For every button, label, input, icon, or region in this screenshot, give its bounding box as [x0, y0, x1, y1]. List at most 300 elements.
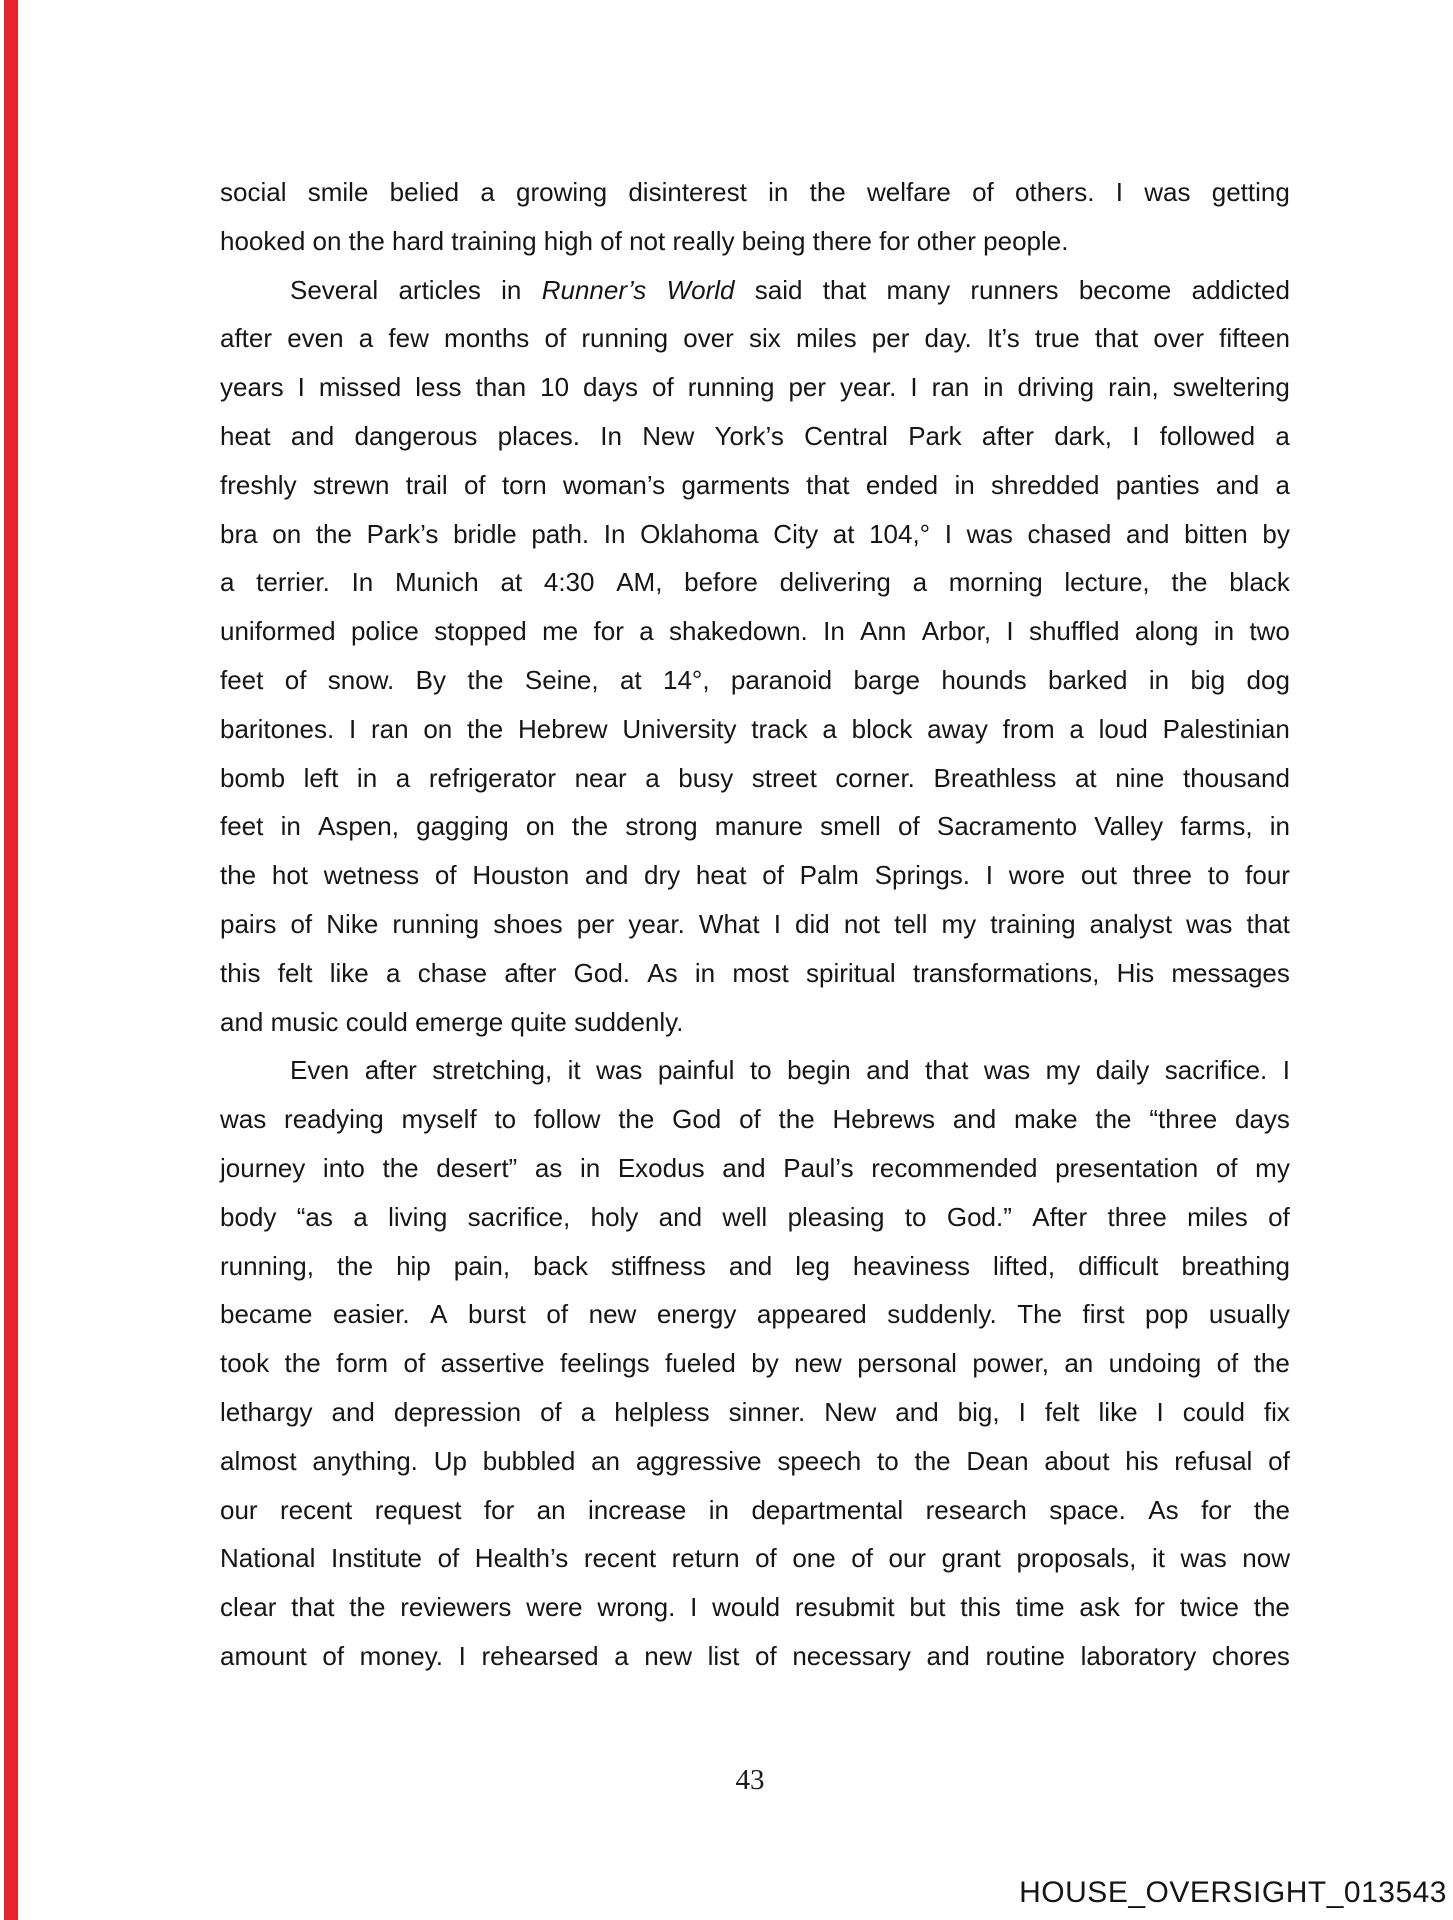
word: six [749, 323, 781, 354]
word: of [540, 1396, 562, 1427]
word: feet [220, 811, 264, 842]
word: National [220, 1543, 316, 1574]
word: of [755, 1640, 777, 1671]
text-line [220, 412, 1290, 461]
word: a [822, 713, 837, 744]
word: helpless [614, 1396, 710, 1427]
bates-stamp: HOUSE_OVERSIGHT_013543 [1019, 1876, 1447, 1909]
text-line [220, 217, 1290, 266]
word: in [768, 177, 789, 207]
word: for [483, 1494, 515, 1525]
word: I [773, 908, 781, 939]
word: I [910, 372, 918, 403]
word: that [925, 1055, 969, 1086]
word: an [1064, 1348, 1094, 1379]
word: of [544, 323, 567, 354]
word: to [494, 1104, 517, 1135]
text-line [220, 1388, 1290, 1437]
word: for [593, 616, 624, 647]
word: in [694, 957, 716, 988]
word: was [1144, 177, 1191, 207]
word: a [645, 762, 660, 793]
word: a [912, 567, 928, 598]
word: me [542, 616, 579, 647]
word: and [658, 1201, 703, 1232]
word: Even [290, 1055, 350, 1086]
word: smell [820, 811, 881, 842]
text-line [220, 266, 1290, 315]
word: the [778, 1104, 815, 1135]
text-line [220, 754, 1290, 803]
word: running [392, 908, 480, 939]
word: A [430, 1299, 448, 1330]
word: our [888, 1543, 927, 1574]
text-line [220, 1534, 1290, 1583]
word: was [596, 1055, 643, 1086]
word: desert” [436, 1152, 518, 1183]
word: laboratory [1080, 1640, 1197, 1671]
word: most [732, 957, 789, 988]
word: breathing [1181, 1250, 1290, 1281]
word: big [1190, 664, 1226, 695]
word: sweltering [1172, 372, 1290, 403]
word: of [322, 1640, 345, 1671]
text-line [220, 900, 1290, 949]
word: did [795, 908, 830, 939]
word: miles [1187, 1201, 1248, 1232]
word: transformations, [912, 957, 1100, 988]
word: that [1246, 908, 1290, 939]
word: ask [1079, 1592, 1120, 1623]
word: less [415, 372, 462, 403]
word: barge [853, 664, 920, 695]
word: I [458, 1640, 466, 1671]
word: I [985, 860, 993, 891]
text-line [220, 656, 1290, 705]
word: after [981, 420, 1034, 451]
word: resubmit [794, 1592, 895, 1623]
text-line [220, 607, 1290, 656]
word: wrong. [597, 1592, 676, 1623]
word: AM, [616, 567, 663, 598]
text-line [220, 1486, 1290, 1535]
word: Dean [966, 1445, 1029, 1476]
word: Institute [330, 1543, 423, 1574]
word: painful [657, 1055, 735, 1086]
word: rehearsed [481, 1640, 599, 1671]
text-line [220, 510, 1290, 559]
word: to [876, 1445, 899, 1476]
text-line [220, 1290, 1290, 1339]
word: journey [220, 1152, 306, 1183]
word: 14°, [663, 664, 710, 695]
word: The [1017, 1299, 1063, 1330]
word: stiffness [610, 1250, 706, 1281]
word: tell [894, 908, 928, 939]
text-line [220, 1583, 1290, 1632]
text-line [220, 1046, 1290, 1095]
word: After [1032, 1201, 1088, 1232]
word: energy [656, 1299, 737, 1330]
word: my [1255, 1152, 1290, 1183]
word: the [382, 1152, 419, 1183]
word: Up [433, 1445, 467, 1476]
word: readying [284, 1104, 384, 1135]
text-line [220, 705, 1290, 754]
word: In [603, 518, 626, 549]
word: the [284, 1348, 321, 1379]
word: dog [1246, 664, 1290, 695]
word: into [322, 1152, 365, 1183]
word: freshly [220, 469, 297, 500]
word: and [952, 1104, 997, 1135]
word: “three [1149, 1104, 1218, 1135]
word: than [475, 372, 527, 403]
word: trail [405, 469, 448, 500]
word: new [588, 1299, 637, 1330]
word: dry [644, 860, 681, 891]
word: morning [948, 567, 1043, 598]
word: refusal [1174, 1445, 1253, 1476]
word: months [444, 323, 530, 354]
text-line [220, 1193, 1290, 1242]
word: the [1253, 1348, 1290, 1379]
word: in [1269, 811, 1290, 842]
word: like [1098, 1396, 1138, 1427]
word: I [1132, 420, 1140, 451]
word: I [297, 372, 305, 403]
word: living [388, 1201, 448, 1232]
word: corner. [835, 762, 915, 793]
word: In [823, 616, 845, 647]
text-line [220, 558, 1290, 607]
word: request [374, 1494, 462, 1525]
word: lifted, [992, 1250, 1056, 1281]
word: lethargy [220, 1396, 313, 1427]
word: nine [1115, 762, 1165, 793]
word: for [1134, 1592, 1165, 1623]
word: baritones. [220, 713, 335, 744]
word: well [722, 1201, 768, 1232]
word: daily [1095, 1055, 1150, 1086]
word: took [220, 1348, 270, 1379]
word: return [671, 1543, 740, 1574]
word: money. [359, 1640, 444, 1671]
word: I [944, 518, 952, 549]
word: and [1215, 469, 1260, 500]
word: was [966, 518, 1013, 549]
word: research [925, 1494, 1027, 1525]
word: sacrifice. [1164, 1055, 1268, 1086]
word: follow [533, 1104, 601, 1135]
word: like [329, 957, 369, 988]
word: body [220, 1201, 277, 1232]
word: manure [714, 811, 803, 842]
word: anything. [312, 1445, 418, 1476]
word: before [684, 567, 758, 598]
word: Palm [799, 860, 859, 891]
word: the [1253, 1494, 1290, 1525]
word: track [751, 713, 808, 744]
word: of [755, 1543, 777, 1574]
word: my [941, 908, 977, 939]
text-run: hooked on the hard training high of not really being there for other people. [220, 225, 1069, 256]
word: and [290, 420, 335, 451]
word: spiritual [806, 957, 896, 988]
text-line [220, 1437, 1290, 1486]
word: addicted [1191, 274, 1290, 305]
word: snow. [327, 664, 395, 695]
text-line [220, 949, 1290, 998]
word: Central [804, 420, 888, 451]
word: Hebrews [832, 1104, 936, 1135]
word: of [437, 1543, 460, 1574]
word: Runner’s [541, 274, 647, 305]
word: In [351, 567, 374, 598]
word: panties [1115, 469, 1200, 500]
word: Park’s [366, 518, 439, 549]
word: and [926, 1640, 970, 1671]
word: barked [1048, 664, 1128, 695]
word: paranoid [730, 664, 833, 695]
word: in [1213, 616, 1235, 647]
word: in [579, 1152, 601, 1183]
word: become [1078, 274, 1172, 305]
word: fueled [665, 1348, 736, 1379]
word: delivering [779, 567, 891, 598]
word: smile [307, 177, 369, 207]
word: departmental [751, 1494, 904, 1525]
word: an [536, 1494, 566, 1525]
word: 104,° [869, 518, 931, 549]
word: shredded [990, 469, 1100, 500]
word: routine [985, 1640, 1065, 1671]
word: wetness [323, 860, 420, 891]
word: In [600, 420, 622, 451]
word: in [708, 1494, 729, 1525]
word: out [1080, 860, 1117, 891]
word: power, [972, 1348, 1049, 1379]
word: Nike [326, 908, 379, 939]
word: strewn [312, 469, 390, 500]
word: few [388, 323, 429, 354]
text-line [220, 851, 1290, 900]
word: in [501, 274, 522, 305]
word: a [480, 177, 495, 207]
word: in [356, 762, 378, 793]
word: wore [1008, 860, 1066, 891]
word: “as [296, 1201, 333, 1232]
word: became [220, 1299, 313, 1330]
word: years [220, 372, 284, 403]
word: 4:30 [543, 567, 595, 598]
word: Aspen, [318, 811, 399, 842]
word: at [1074, 762, 1097, 793]
word: By [415, 664, 446, 695]
word: shakedown. [669, 616, 808, 647]
word: Health’s [474, 1543, 569, 1574]
word: now [1242, 1543, 1290, 1574]
word: ran [370, 713, 409, 744]
word: God.” [946, 1201, 1012, 1232]
text-line [220, 1242, 1290, 1291]
word: hounds [941, 664, 1027, 695]
word: Paul’s [783, 1152, 854, 1183]
word: many [886, 274, 951, 305]
word: the [571, 811, 609, 842]
word: this [220, 957, 261, 988]
scan-edge-red-bar [4, 0, 18, 1920]
word: a [580, 1396, 596, 1427]
word: sinner. [728, 1396, 806, 1427]
word: by [751, 1348, 779, 1379]
word: farms, [1180, 811, 1253, 842]
word: bubbled [482, 1445, 576, 1476]
text-line [220, 168, 1290, 217]
word: New [824, 1396, 877, 1427]
word: burst [468, 1299, 526, 1330]
word: Sacramento [936, 811, 1078, 842]
word: Ann [860, 616, 907, 647]
word: to [749, 1055, 772, 1086]
word: from [1002, 713, 1055, 744]
word: proposals, [1016, 1543, 1137, 1574]
word: recommended [871, 1152, 1038, 1183]
word: a [1275, 420, 1290, 451]
word: articles [398, 274, 481, 305]
word: welfare [867, 177, 951, 207]
word: woman’s [563, 469, 666, 500]
word: the [467, 713, 504, 744]
word: of [463, 469, 486, 500]
word: recent [583, 1543, 657, 1574]
word: ended [865, 469, 939, 500]
word: of [739, 1104, 761, 1135]
word: three [1132, 860, 1192, 891]
word: Springs. [874, 860, 971, 891]
word: of [762, 860, 784, 891]
word: pleasing [787, 1201, 885, 1232]
word: almost [220, 1445, 297, 1476]
word: speech [777, 1445, 862, 1476]
word: His [1116, 957, 1155, 988]
text-line [220, 363, 1290, 412]
word: pain, [453, 1250, 511, 1281]
word: a [220, 567, 235, 598]
word: holy [590, 1201, 639, 1232]
word: usually [1208, 1299, 1290, 1330]
word: chase [417, 957, 488, 988]
word: per [788, 372, 827, 403]
word: necessary [792, 1640, 911, 1671]
word: felt [1044, 1396, 1080, 1427]
word: but [909, 1592, 946, 1623]
word: year. [628, 908, 685, 939]
word: a [639, 616, 654, 647]
word: personal [857, 1348, 957, 1379]
word: black [1229, 567, 1290, 598]
word: aggressive [635, 1445, 762, 1476]
word: along [1134, 616, 1199, 647]
word: I [348, 713, 357, 744]
word: space. [1049, 1494, 1126, 1525]
word: his [1125, 1445, 1159, 1476]
word: days [1235, 1104, 1290, 1135]
word: and [895, 1396, 939, 1427]
word: that [1094, 323, 1139, 354]
word: twice [1179, 1592, 1239, 1623]
word: of [434, 860, 457, 891]
word: an [591, 1445, 621, 1476]
word: heaviness [852, 1250, 970, 1281]
word: Houston [472, 860, 570, 891]
word: dangerous [354, 420, 478, 451]
word: Park [908, 420, 962, 451]
word: refrigerator [428, 762, 556, 793]
word: heat [695, 860, 747, 891]
word: hip [396, 1250, 431, 1281]
word: Arbor, [921, 616, 992, 647]
word: after [220, 323, 273, 354]
word: make [1014, 1104, 1078, 1135]
word: stopped [434, 616, 527, 647]
word: per [576, 908, 615, 939]
word: on [525, 811, 555, 842]
word: of [851, 1543, 873, 1574]
word: the [315, 518, 352, 549]
word: undoing [1108, 1348, 1202, 1379]
word: University [622, 713, 737, 744]
word: driving [1017, 372, 1095, 403]
word: messages [1171, 957, 1290, 988]
word: to [1207, 860, 1230, 891]
word: torn [501, 469, 547, 500]
word: feelings [560, 1348, 650, 1379]
word: running [581, 323, 669, 354]
word: Valley [1094, 811, 1164, 842]
word: Palestinian [1162, 713, 1290, 744]
word: easier. [333, 1299, 410, 1330]
word: increase [588, 1494, 687, 1525]
word: growing [516, 177, 608, 207]
word: Oklahoma [640, 518, 759, 549]
word: the [349, 1592, 386, 1623]
word: a [395, 762, 411, 793]
word: bra [220, 518, 258, 549]
word: the [618, 1104, 655, 1135]
word: clear [220, 1592, 277, 1623]
word: form [336, 1348, 389, 1379]
word: at [832, 518, 855, 549]
word: Munich [394, 567, 479, 598]
word: felt [277, 957, 313, 988]
word: As [1148, 1494, 1179, 1525]
word: the [1095, 1104, 1132, 1135]
word: new [644, 1640, 692, 1671]
word: was [220, 1104, 267, 1135]
word: difficult [1078, 1250, 1159, 1281]
word: loud [1098, 713, 1148, 744]
word: not [843, 908, 881, 939]
word: the [809, 177, 846, 207]
word: heat [220, 420, 271, 451]
word: runners [970, 274, 1059, 305]
text-line [220, 314, 1290, 363]
word: Exodus [617, 1152, 705, 1183]
word: rain, [1108, 372, 1159, 403]
word: lecture, [1064, 567, 1150, 598]
word: three [1107, 1201, 1167, 1232]
